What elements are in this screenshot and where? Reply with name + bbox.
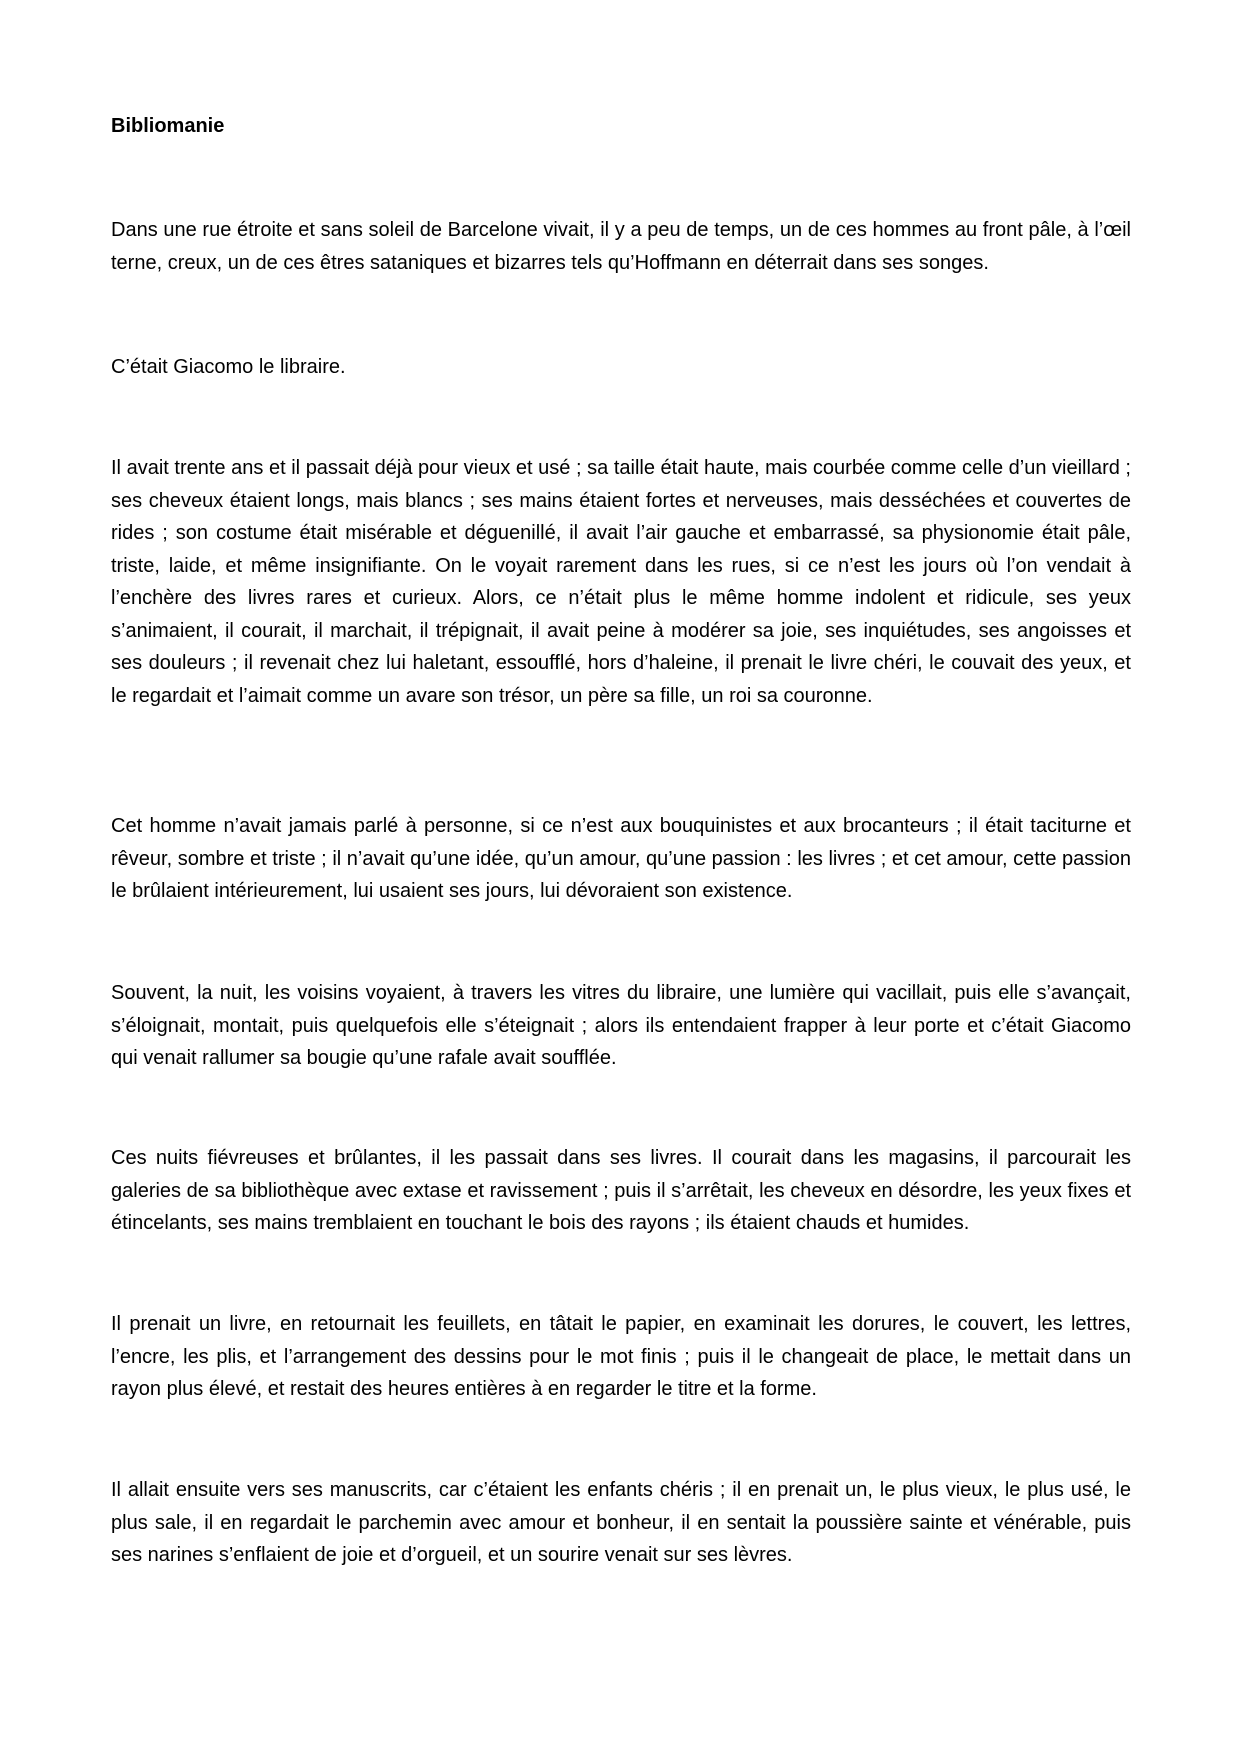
paragraph-2: C’était Giacomo le libraire. [111, 356, 346, 378]
document-title: Bibliomanie [111, 115, 225, 137]
paragraph-7: Il prenait un livre, en retournait les feuillets, en tâtait le papier, en examinait les dorures, le couvert, les lettres, l’encre, les plis, et l’arrangement des dessins pour le mot finis ; puis il le changeait de place, le mettait dans un rayon plus élevé, et restait des heures entières à en regarder le titre et la forme. [111, 1313, 1131, 1400]
paragraph-3: Il avait trente ans et il passait déjà pour vieux et usé ; sa taille était haute, mais courbée comme celle d’un vieillard ; ses cheveux étaient longs, mais blancs ; ses mains étaient fortes et nerveuses, mais desséchées et couvertes de rides ; son costume était misérable et déguenillé, il avait l’air gauche et embarrassé, sa physionomie était pâle, triste, laide, et même insignifiante. On le voyait rarement dans les rues, si ce n’est les jours où l’on vendait à l’enchère des livres rares et curieux. Alors, ce n’était plus le même homme indolent et ridicule, ses yeux s’animaient, il courait, il marchait, il trépignait, il avait peine à modérer sa joie, ses inquiétudes, ses angoisses et ses douleurs ; il revenait chez lui haletant, essoufflé, hors d’haleine, il prenait le livre chéri, le couvait des yeux, et le regardait et l’aimait comme un avare son trésor, un père sa fille, un roi sa couronne. [111, 457, 1131, 707]
paragraph-4: Cet homme n’avait jamais parlé à personne, si ce n’est aux bouquinistes et aux brocanteurs ; il était taciturne et rêveur, sombre et triste ; il n’avait qu’une idée, qu’un amour, qu’une passion : les livres ; et cet amour, cette passion le brûlaient intérieurement, lui usaient ses jours, lui dévoraient son existence. [111, 815, 1131, 902]
paragraph-1: Dans une rue étroite et sans soleil de Barcelone vivait, il y a peu de temps, un de ces hommes au front pâle, à l’œil terne, creux, un de ces êtres sataniques et bizarres tels qu’Hoffmann en déterrait dans ses songes. [111, 219, 1131, 274]
paragraph-8: Il allait ensuite vers ses manuscrits, car c’étaient les enfants chéris ; il en prenait un, le plus vieux, le plus usé, le plus sale, il en regardait le parchemin avec amour et bonheur, il en sentait la poussière sainte et vénérable, puis ses narines s’enflaient de joie et d’orgueil, et un sourire venait sur ses lèvres. [111, 1479, 1131, 1566]
paragraph-6: Ces nuits fiévreuses et brûlantes, il les passait dans ses livres. Il courait dans les magasins, il parcourait les galeries de sa bibliothèque avec extase et ravissement ; puis il s’arrêtait, les cheveux en désordre, les yeux fixes et étincelants, ses mains tremblaient en touchant le bois des rayons ; ils étaient chauds et humides. [111, 1147, 1131, 1234]
paragraph-5: Souvent, la nuit, les voisins voyaient, à travers les vitres du libraire, une lumière qui vacillait, puis elle s’avançait, s’éloignait, montait, puis quelquefois elle s’éteignait ; alors ils entendaient frapper à leur porte et c’était Giacomo qui venait rallumer sa bougie qu’une rafale avait soufflée. [111, 982, 1131, 1069]
